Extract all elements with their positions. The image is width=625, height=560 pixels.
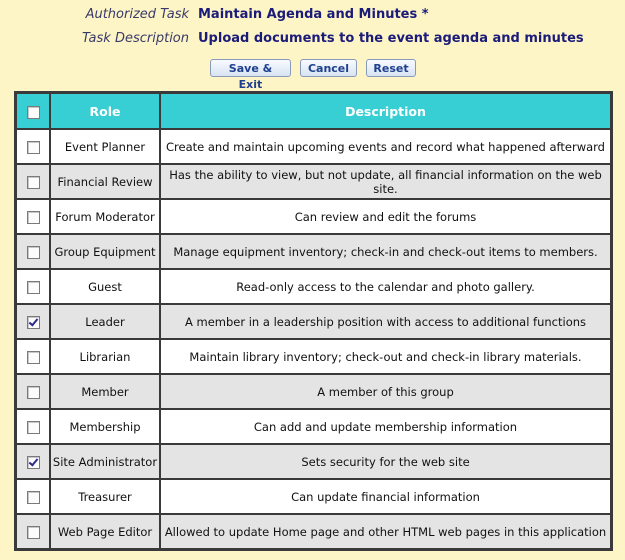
role-description-cell: Can add and update membership information bbox=[160, 409, 611, 444]
table-row bbox=[16, 164, 611, 199]
table-row bbox=[16, 479, 611, 514]
role-name-cell: Leader bbox=[50, 304, 160, 339]
role-description-cell: A member of this group bbox=[160, 374, 611, 409]
description-column-header: Description bbox=[160, 93, 611, 129]
role-checkbox[interactable] bbox=[27, 316, 40, 329]
cancel-button[interactable]: Cancel bbox=[300, 59, 357, 77]
role-name-cell: Web Page Editor bbox=[50, 514, 160, 549]
authorized-task-row bbox=[0, 7, 625, 27]
table-row bbox=[16, 234, 611, 269]
role-name-cell: Financial Review bbox=[50, 164, 160, 199]
role-name-cell: Group Equipment bbox=[50, 234, 160, 269]
role-name-cell: Member bbox=[50, 374, 160, 409]
roles-table-body bbox=[16, 129, 611, 549]
role-name-cell: Forum Moderator bbox=[50, 199, 160, 234]
table-row bbox=[16, 444, 611, 479]
roles-table bbox=[14, 91, 613, 551]
row-checkbox-cell bbox=[16, 374, 50, 409]
authorized-task-label: Authorized Task bbox=[85, 7, 189, 22]
role-description-cell: Read-only access to the calendar and photo gallery. bbox=[160, 269, 611, 304]
role-checkbox[interactable] bbox=[27, 456, 40, 469]
row-checkbox-cell bbox=[16, 479, 50, 514]
save-exit-button[interactable]: Save & Exit bbox=[210, 59, 291, 77]
row-checkbox-cell bbox=[16, 339, 50, 374]
table-row bbox=[16, 269, 611, 304]
role-checkbox[interactable] bbox=[27, 421, 40, 434]
role-description-cell: Create and maintain upcoming events and record what happened afterward bbox=[160, 129, 611, 164]
role-description-cell: Can update financial information bbox=[160, 479, 611, 514]
role-name-cell: Treasurer bbox=[50, 479, 160, 514]
role-checkbox[interactable] bbox=[27, 246, 40, 259]
role-checkbox[interactable] bbox=[27, 141, 40, 154]
role-column-header: Role bbox=[50, 93, 160, 129]
role-description-cell: Sets security for the web site bbox=[160, 444, 611, 479]
task-description-label: Task Description bbox=[81, 31, 189, 46]
task-description-row bbox=[0, 31, 625, 51]
row-checkbox-cell bbox=[16, 199, 50, 234]
role-name-cell: Site Administrator bbox=[50, 444, 160, 479]
table-row bbox=[16, 409, 611, 444]
role-description-cell: A member in a leadership position with access to additional functions bbox=[160, 304, 611, 339]
role-name-cell: Librarian bbox=[50, 339, 160, 374]
row-checkbox-cell bbox=[16, 409, 50, 444]
role-description-cell: Allowed to update Home page and other HTML web pages in this application bbox=[160, 514, 611, 549]
table-row bbox=[16, 374, 611, 409]
row-checkbox-cell bbox=[16, 444, 50, 479]
table-row bbox=[16, 129, 611, 164]
reset-button[interactable]: Reset bbox=[366, 59, 416, 77]
table-row bbox=[16, 304, 611, 339]
row-checkbox-cell bbox=[16, 269, 50, 304]
role-name-cell: Membership bbox=[50, 409, 160, 444]
role-description-cell: Manage equipment inventory; check-in and check-out items to members. bbox=[160, 234, 611, 269]
role-checkbox[interactable] bbox=[27, 281, 40, 294]
role-name-cell: Event Planner bbox=[50, 129, 160, 164]
role-description-cell: Can review and edit the forums bbox=[160, 199, 611, 234]
table-row bbox=[16, 199, 611, 234]
role-checkbox[interactable] bbox=[27, 386, 40, 399]
row-checkbox-cell bbox=[16, 234, 50, 269]
role-checkbox[interactable] bbox=[27, 211, 40, 224]
role-description-cell: Has the ability to view, but not update, all financial information on the web site. bbox=[160, 164, 611, 199]
role-description-cell: Maintain library inventory; check-out and check-in library materials. bbox=[160, 339, 611, 374]
role-checkbox[interactable] bbox=[27, 526, 40, 539]
task-description-value: Upload documents to the event agenda and minutes bbox=[198, 31, 584, 46]
table-row bbox=[16, 339, 611, 374]
row-checkbox-cell bbox=[16, 514, 50, 549]
row-checkbox-cell bbox=[16, 304, 50, 339]
table-header-row bbox=[16, 93, 611, 129]
authorized-task-value: Maintain Agenda and Minutes * bbox=[198, 7, 429, 22]
role-checkbox[interactable] bbox=[27, 176, 40, 189]
table-row bbox=[16, 514, 611, 549]
action-buttons bbox=[0, 59, 625, 91]
role-name-cell: Guest bbox=[50, 269, 160, 304]
select-all-checkbox[interactable] bbox=[27, 106, 40, 119]
role-checkbox[interactable] bbox=[27, 351, 40, 364]
row-checkbox-cell bbox=[16, 164, 50, 199]
role-checkbox[interactable] bbox=[27, 491, 40, 504]
select-all-cell bbox=[16, 93, 50, 129]
row-checkbox-cell bbox=[16, 129, 50, 164]
